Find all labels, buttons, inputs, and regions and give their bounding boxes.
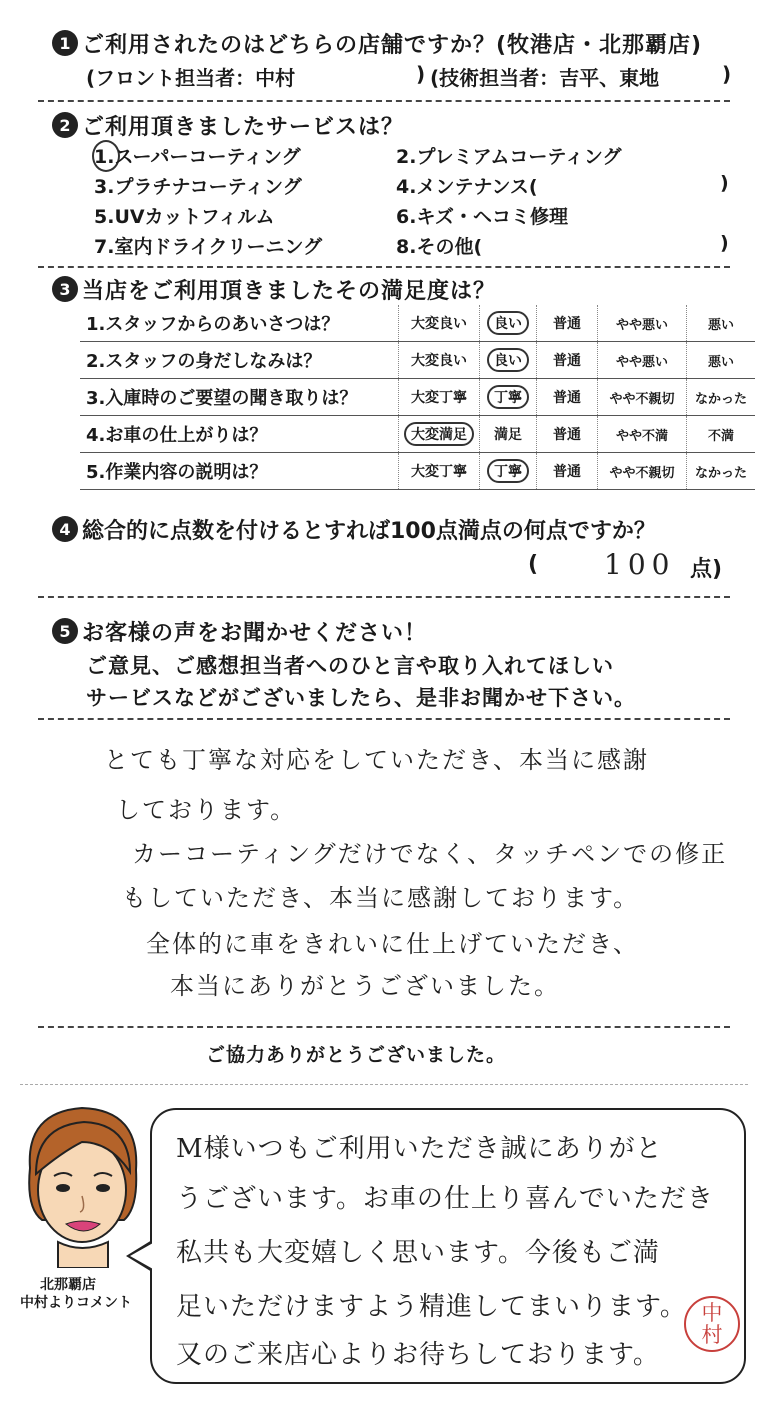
satisfaction-option: 大変丁寧 (411, 464, 467, 480)
satisfaction-option-cell (687, 416, 756, 453)
satisfaction-option-cell (399, 416, 480, 453)
satisfaction-question: 1.スタッフからのあいさつは？ (80, 305, 399, 342)
customer-voice-line: とても丁寧な対応をしていただき、本当に感謝 (104, 746, 650, 774)
satisfaction-option-cell (537, 453, 598, 490)
satisfaction-option: 悪い (707, 317, 734, 333)
customer-voice-line: 全体的に車をきれいに仕上げていただき、 (146, 930, 640, 958)
satisfaction-option-cell (598, 453, 687, 490)
satisfaction-option: 大変丁寧 (411, 390, 467, 406)
satisfaction-option-cell (399, 305, 480, 342)
satisfaction-option-cell (480, 305, 537, 342)
satisfaction-option: 不満 (707, 428, 734, 444)
footer-divider (20, 1084, 748, 1085)
service-option: 5.UVカットフィルム (94, 206, 275, 228)
question-1-text: ご利用されたのはどちらの店舗ですか？(牧港店・北那覇店) (82, 33, 703, 58)
selected-option: 丁寧 (487, 459, 529, 483)
satisfaction-option-cell (598, 416, 687, 453)
divider (38, 1026, 730, 1028)
satisfaction-option-cell (537, 342, 598, 379)
front-staff-line: (フロント担当者：中村 (86, 66, 296, 90)
service-option: 6.キズ・ヘコミ修理 (396, 206, 569, 228)
left-eye (56, 1184, 70, 1192)
staff-comment-line: M様いつもご利用いただき誠にありがと (176, 1134, 663, 1164)
satisfaction-option: 普通 (553, 390, 581, 406)
satisfaction-option-cell (687, 379, 756, 416)
customer-voice-line: もしていただき、本当に感謝しております。 (122, 884, 640, 912)
satisfaction-option: やや悪い (615, 317, 668, 333)
bubble-tail-fill (130, 1243, 153, 1269)
satisfaction-question: 3.入庫時のご要望の聞き取りは？ (80, 379, 399, 416)
question-4-number: 4 (52, 516, 78, 542)
satisfaction-table (80, 305, 755, 490)
satisfaction-option: やや不満 (615, 428, 668, 444)
staff-caption-name: 中村よりコメント (20, 1295, 132, 1311)
satisfaction-option: 普通 (553, 353, 581, 369)
thanks-text: ご協力ありがとうございました。 (206, 1044, 507, 1066)
tech-staff-line: (技術担当者：吉平、東地 (430, 66, 660, 90)
satisfaction-option-cell (537, 416, 598, 453)
divider (38, 596, 730, 598)
satisfaction-option-cell (598, 342, 687, 379)
satisfaction-option-cell (537, 379, 598, 416)
satisfaction-option: やや悪い (615, 354, 668, 370)
service-option: 1.スーパーコーティング (94, 146, 301, 168)
staff-comment-line: うございます。お車の仕上り喜んでいただき (176, 1184, 714, 1214)
stamp-char: 中 (701, 1301, 723, 1325)
selected-option: 丁寧 (487, 385, 529, 409)
question-5-subtext: ご意見、ご感想担当者へのひと言や取り入れてほしい (86, 654, 614, 678)
question-2-number: 2 (52, 112, 78, 138)
staff-comment-line: 足いただけますよう精進してまいります。 (176, 1292, 687, 1322)
satisfaction-row (80, 453, 755, 490)
customer-voice-line: カーコーティングだけでなく、タッチペンでの修正 (132, 840, 728, 868)
service-paren-close: ) (720, 172, 729, 194)
score-open-paren: ( (528, 552, 539, 577)
satisfaction-option-cell (399, 342, 480, 379)
satisfaction-option-cell (399, 453, 480, 490)
question-5-subtext: サービスなどがございましたら、是非お聞かせ下さい。 (86, 686, 636, 710)
service-paren-close: ) (720, 232, 729, 254)
satisfaction-option-cell (537, 305, 598, 342)
stamp-char: 村 (701, 1323, 723, 1347)
satisfaction-option: なかった (694, 391, 747, 407)
question-4-text: 総合的に点数を付けるとすれば100点満点の何点ですか？ (82, 519, 656, 544)
satisfaction-row (80, 305, 755, 342)
selected-option: 良い (487, 311, 529, 335)
satisfaction-option: 満足 (494, 427, 522, 443)
divider (38, 100, 730, 102)
customer-voice-line: しております。 (116, 796, 297, 824)
satisfaction-option: 普通 (553, 427, 581, 443)
satisfaction-option-cell (480, 453, 537, 490)
right-eye (96, 1184, 110, 1192)
satisfaction-option-cell (480, 379, 537, 416)
staff-comment-line: 又のご来店心よりお待ちしております。 (176, 1340, 660, 1370)
satisfaction-option: やや不親切 (609, 465, 675, 481)
question-5-text: お客様の声をお聞かせください！ (82, 621, 428, 646)
question-1-number: 1 (52, 30, 78, 56)
satisfaction-row (80, 379, 755, 416)
satisfaction-option: やや不親切 (609, 391, 675, 407)
service-option: 2.プレミアムコーティング (396, 146, 622, 168)
satisfaction-option: 大変良い (411, 316, 467, 332)
question-3-number: 3 (52, 276, 78, 302)
service-option: 4.メンテナンス( (396, 176, 538, 198)
selected-option: 良い (487, 348, 529, 372)
satisfaction-option-cell (687, 453, 756, 490)
question-3-text: 当店をご利用頂きましたその満足度は？ (82, 279, 497, 304)
satisfaction-option: 普通 (553, 316, 581, 332)
satisfaction-row (80, 342, 755, 379)
satisfaction-question: 2.スタッフの身だしなみは？ (80, 342, 399, 379)
satisfaction-option: なかった (694, 465, 747, 481)
divider (38, 718, 730, 720)
satisfaction-row (80, 416, 755, 453)
front-staff-close: ) (416, 62, 426, 86)
customer-voice-line: 本当にありがとうございました。 (170, 972, 560, 1000)
satisfaction-option-cell (687, 342, 756, 379)
satisfaction-option-cell (480, 416, 537, 453)
staff-comment-line: 私共も大変嬉しく思います。今後もご満 (176, 1238, 660, 1268)
satisfaction-option: 悪い (707, 354, 734, 370)
score-unit: 点) (690, 557, 723, 582)
selected-option: 大変満足 (404, 422, 474, 446)
satisfaction-option-cell (480, 342, 537, 379)
service-option: 3.プラチナコーティング (94, 176, 302, 198)
service-option: 8.その他( (396, 236, 483, 258)
service-option: 7.室内ドライクリーニング (94, 236, 323, 258)
satisfaction-option-cell (399, 379, 480, 416)
satisfaction-option: 大変良い (411, 353, 467, 369)
satisfaction-option-cell (687, 305, 756, 342)
satisfaction-question: 5.作業内容の説明は？ (80, 453, 399, 490)
question-2-text: ご利用頂きましたサービスは？ (82, 115, 405, 140)
staff-caption-store: 北那覇店 (40, 1277, 96, 1293)
satisfaction-option-cell (598, 305, 687, 342)
satisfaction-option-cell (598, 379, 687, 416)
divider (38, 266, 730, 268)
question-5-number: 5 (52, 618, 78, 644)
name-stamp (684, 1296, 740, 1352)
tech-staff-close: ) (722, 62, 732, 86)
satisfaction-question: 4.お車の仕上がりは？ (80, 416, 399, 453)
score-value: 100 (604, 548, 676, 581)
satisfaction-option: 普通 (553, 464, 581, 480)
